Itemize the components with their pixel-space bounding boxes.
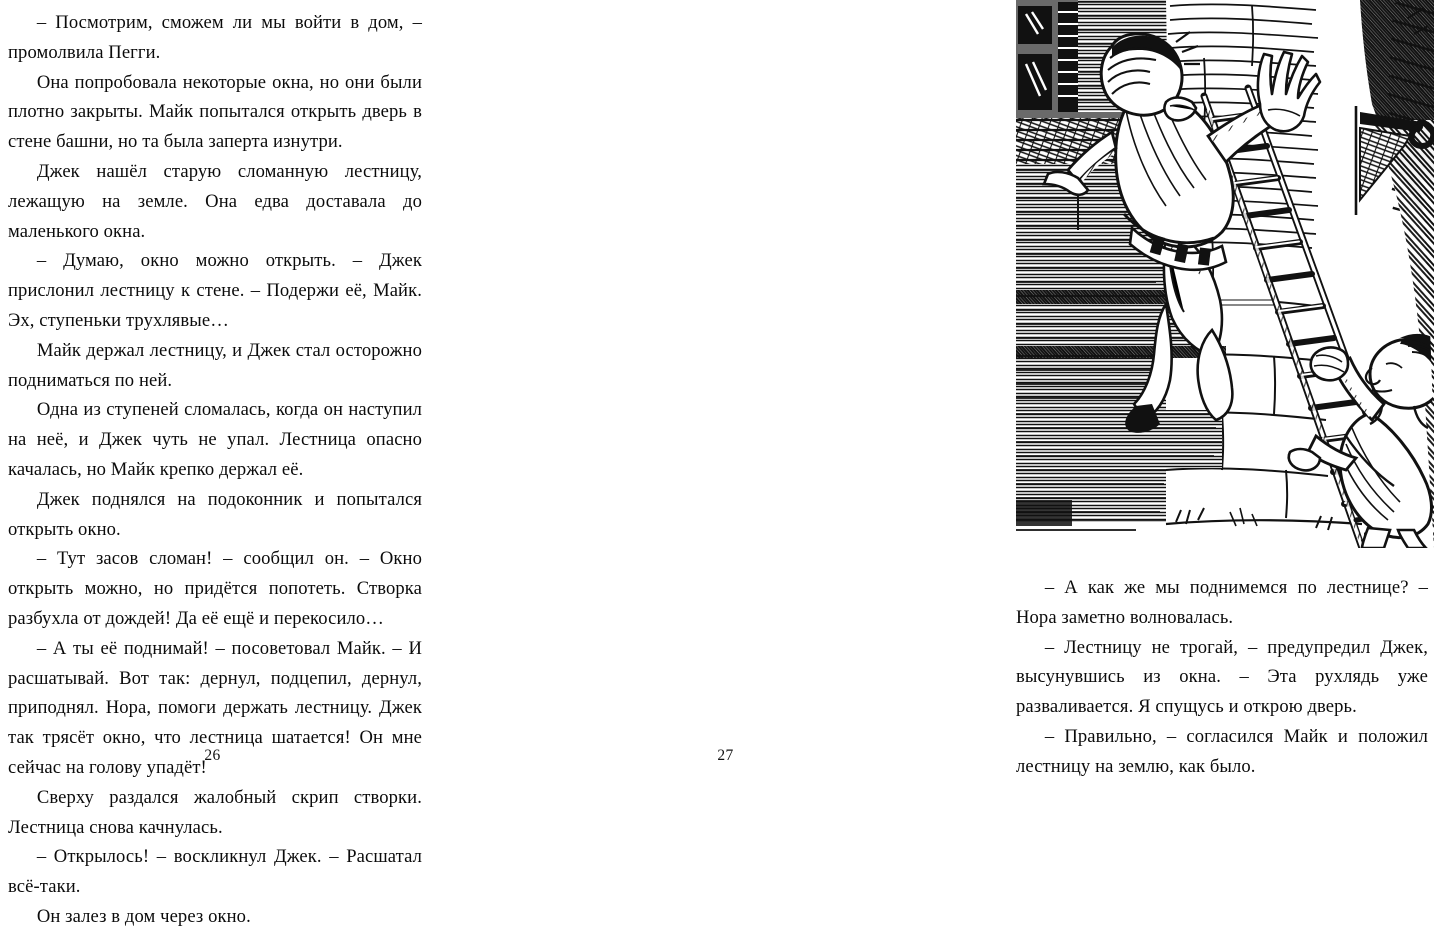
- paragraph: Он залез в дом через окно.: [36, 905, 251, 927]
- paragraph: Джек нашёл старую сломанную лестницу, лежащую на земле. Она едва доставала до маленького окна.: [8, 160, 422, 242]
- illustration-artwork: [1016, 0, 1434, 548]
- paragraph: – А ты её поднимай! – посоветовал Майк. – И расшатывай. Вот так: дернул, подцепил, дернул, приподнял. Нора, помоги держать лестницу. Джек так трясёт окно, что лестница шатается! Он мне сейчас на голову упадёт!: [8, 637, 422, 778]
- paragraph: Майк держал лестницу, и Джек стал осторожно подниматься по ней.: [8, 339, 422, 391]
- left-page: [0, 0, 478, 927]
- left-page-textblock: [8, 8, 422, 932]
- right-page-textblock: [1016, 573, 1428, 782]
- paragraph: – Посмотрим, сможем ли мы войти в дом, – промолвила Пегги.: [8, 12, 422, 63]
- paragraph: Она попробовала некоторые окна, но они были плотно закрыты. Майк попытался открыть дверь в стене башни, но та была заперта изнутри.: [8, 71, 422, 153]
- paragraph: – Думаю, окно можно открыть. – Джек прислонил лестницу к стене. – Подержи её, Майк. Эх, ступеньки трухлявые…: [8, 250, 422, 331]
- page-number-right: 27: [717, 747, 734, 764]
- right-page: [478, 0, 1428, 777]
- page-number-left: 26: [204, 747, 221, 764]
- paragraph: Сверху раздался жалобный скрип створки. Лестница снова качнулась.: [8, 786, 422, 838]
- paragraph: – Лестницу не трогай, – предупредил Джек, высунувшись из окна. – Эта рухлядь уже разваливается. Я спущусь и открою дверь.: [1016, 636, 1428, 718]
- paragraph: – А как же мы поднимемся по лестнице? – Нора заметно волновалась.: [1016, 577, 1428, 628]
- paragraph: Одна из ступеней сломалась, когда он наступил на неё, и Джек чуть не упал. Лестница опасно качалась, но Майк крепко держал её.: [8, 399, 422, 480]
- chapter-illustration: [1016, 0, 1434, 548]
- paragraph: – Правильно, – согласился Майк и положил лестницу на землю, как было.: [1016, 725, 1428, 777]
- paragraph: – Тут засов сломан! – сообщил он. – Окно открыть можно, но придётся попотеть. Створка разбухла от дождей! Да её ещё и перекосило…: [8, 548, 422, 629]
- paragraph: – Открылось! – воскликнул Джек. – Расшатал всё-таки.: [8, 846, 422, 898]
- paragraph: Джек поднялся на подоконник и попытался открыть окно.: [8, 488, 422, 540]
